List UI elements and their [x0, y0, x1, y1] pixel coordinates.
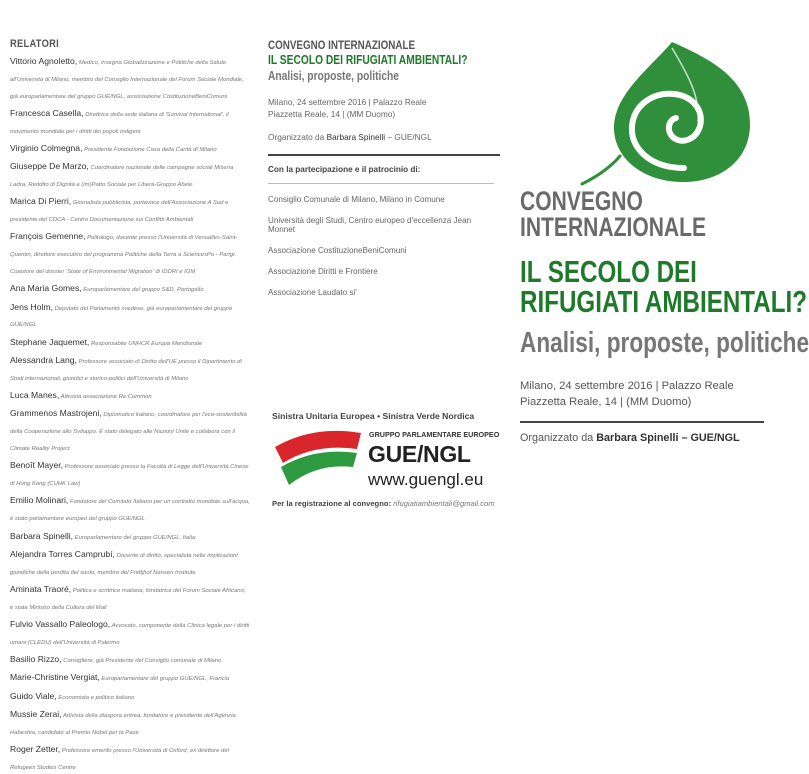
speaker-name: Emilio Molinari, [10, 495, 69, 506]
partners-divider [268, 183, 494, 184]
speaker-entry [10, 104, 250, 138]
speaker-description: Attivista associazione Re:Common [59, 394, 152, 401]
cover-place [520, 378, 734, 410]
speaker-entry [10, 386, 250, 403]
speaker-name: Alejandra Torres Camprubí, [10, 548, 115, 559]
speaker-entry [10, 740, 250, 774]
speaker-description: Politologo, docente presso l'Università di Versailles-Saint-Quentin, direttore esecutivo del programma Politiche della Terra a SciencesPo - Parigi. Coautore del dossier 'State of Environmental Migration' di IDDRI e IOM [10, 235, 238, 276]
speaker-description: Deputato del Parlamento svedese, già europarlamentare del gruppo GUE/NGL [10, 305, 233, 329]
program-place [268, 97, 500, 120]
speaker-entry [10, 705, 250, 739]
speaker-name: Marie-Christine Vergiat, [10, 672, 100, 683]
sinistra-label: Sinistra Unitaria Europea • Sinistra Verde Nordica [272, 411, 475, 421]
speaker-entry [10, 615, 250, 649]
program-organizer [268, 132, 500, 142]
speaker-description: Docente di diritto, specialista nelle implicazioni giuridiche della perdita del suolo, membro del Fridtjhof Nansen Institute [10, 552, 238, 576]
speaker-description: Europarlamentare del gruppo GUE/NGL, Francia [99, 676, 230, 683]
speaker-description: Politica e scrittrice maliana, fondatrice del Forum Sociale Africano, è stata Ministro della Cultura del Mali [10, 587, 246, 611]
speaker-name: Basilio Rizzo, [10, 654, 62, 665]
speaker-description: Diplomatico italiano, coordinatore per l'eco-sostenibilità della Cooperazione allo Sviluppo. È stato delegato alle Nazioni Unite e collabora con il Climate Reality Project [10, 412, 247, 453]
speaker-description: Fondatore del Comitato Italiano per un contratto mondiale sull'acqua, è stato parlamentare europeo del gruppo GUE/NGL [10, 499, 250, 523]
speaker-entry [10, 298, 250, 332]
speaker-name: Stephane Jaquemet, [10, 336, 90, 347]
partners-heading: Con la partecipazione e il patrocinio di: [268, 165, 421, 175]
speaker-entry [10, 52, 250, 102]
speaker-description: Presidente Fondazione Casa della Carità di Milano [82, 146, 217, 153]
speaker-name: Alessandra Lang, [10, 355, 77, 366]
program-panel [268, 38, 500, 297]
program-organizer-name: Barbara Spinelli [326, 132, 386, 143]
speaker-name: Jens Holm, [10, 301, 53, 312]
speaker-description: Professore associato presso la Facoltà di Legge dell'Università Cinese di Hong Kong (CUHK Law) [10, 464, 249, 488]
speaker-name: Luca Manes, [10, 390, 60, 401]
speaker-name: Barbara Spinelli, [10, 530, 74, 541]
speaker-name: Francesca Casella, [10, 107, 84, 118]
leaf-spiral-icon [580, 38, 758, 186]
partner-item: Associazione Laudato si' [268, 288, 357, 298]
speaker-name: Virginio Colmegna, [10, 142, 83, 153]
registration-line [272, 499, 495, 508]
partner-item: Associazione CostituzioneBeniComuni [268, 246, 407, 256]
partner-item: Consiglio Comunale di Milano, Milano in Comune [268, 195, 445, 205]
speaker-description: Coordinatore nazionale delle campagne sociali Miseria Ladra, Reddito di Dignità e (im)Patto Sociale per Libera-Gruppo Abele [10, 165, 234, 189]
speaker-entry [10, 227, 250, 277]
speaker-description: Responsabile UNHCR Europa Meridionale [89, 340, 203, 347]
cover-place-line2: Piazzetta Reale, 14 | (MM Duomo) [520, 396, 692, 409]
speaker-name: Giuseppe De Marzo, [10, 161, 89, 172]
partner-item: Associazione Diritti e Frontiere [268, 267, 378, 277]
speaker-entry [10, 279, 250, 296]
speaker-entry [10, 527, 250, 544]
speaker-description: Attivista della diaspora eritrea, fondatore e presidente dell'Agenzia Habeshia, candidato al Premio Nobel per la Pace [10, 712, 236, 736]
program-divider [268, 154, 500, 156]
speaker-name: Fulvio Vassallo Paleologo, [10, 619, 111, 629]
speakers-heading: RELATORI [10, 38, 59, 50]
speaker-name: Marica Di Pierri, [10, 196, 72, 207]
speaker-name: Guido Viale, [10, 690, 57, 701]
speaker-description: Giornalista pubblicista, portavoce dell'Associazione A Sud e presidente del CDCA - Centro Documentazione sui Conflitti Ambientali [10, 200, 229, 224]
program-place-line2: Piazzetta Reale, 14 | (MM Duomo) [268, 108, 396, 119]
speaker-name: Vittorio Agnoletto, [10, 56, 78, 66]
speaker-entry [10, 580, 250, 614]
speaker-name: Roger Zetter, [10, 744, 61, 755]
speaker-entry [10, 687, 250, 704]
speaker-entry [10, 491, 250, 525]
speaker-entry [10, 404, 250, 454]
speaker-name: Grammenos Mastrojeni, [10, 408, 102, 419]
registration-label: Per la registrazione al convegno: [272, 499, 392, 508]
speaker-description: Professore emerito presso l'Università di Oxford, ex direttore del Refugees Studies Centre [10, 748, 229, 771]
registration-email[interactable]: rifugiatiambientali@gmail.com [393, 499, 495, 508]
leaf-stem [582, 156, 620, 184]
cover-organizer-name: Barbara Spinelli – GUE/NGL [596, 432, 740, 444]
speaker-description: Europarlamentare del gruppo S&D, Portogallo [81, 287, 204, 294]
speaker-entry [10, 650, 250, 667]
speaker-entry [10, 139, 250, 156]
speaker-entry [10, 157, 250, 191]
speaker-name: Benoît Mayer, [10, 460, 64, 471]
speaker-description: Europarlamentare del gruppo GUE/NGL, Italia [73, 534, 196, 541]
speaker-description: Economista e politico italiano [56, 694, 135, 701]
partner-list [268, 195, 500, 297]
speaker-entry [10, 333, 250, 350]
speaker-description: Direttrice della sede italiana di 'Survival International', il movimento mondiale per i diritti dei popoli indigeni [10, 111, 229, 135]
cover-subtitle: Analisi, proposte, politiche [520, 327, 809, 359]
program-place-line1: Milano, 24 settembre 2016 | Palazzo Reale [268, 97, 427, 107]
program-organizer-suffix: – GUE/NGL [385, 132, 432, 143]
speaker-name: François Gemenne, [10, 231, 86, 242]
speaker-description: Professore associato di Diritto dell'UE presso il Dipartimento di Studi internazionali, giuridici e storico-politici dell'Università di Milano [10, 359, 242, 382]
gue-ngl-logo-icon [273, 427, 363, 489]
speaker-name: Aminata Traoré, [10, 583, 72, 594]
program-convegno-label: CONVEGNO INTERNAZIONALE [268, 38, 416, 52]
speaker-name: Mussie Zerai, [10, 708, 62, 719]
speaker-entry [10, 545, 250, 579]
speaker-entry [10, 351, 250, 385]
cover-title-line1: IL SECOLO DEI [520, 254, 697, 289]
speaker-description: Medico, insegna Globalizzazione e Politiche della Salute all'Università di Milano, membro del Consiglio Internazionale del Forum Sociale Mondiale, già europarlamentare del gruppo GUE/NGL, associazione CostituzioneBeniComuni [10, 60, 244, 100]
speaker-description: Consigliere, già Presidente del Consiglio comunale di Milano [61, 658, 222, 665]
cover-convegno-line1: CONVEGNO [520, 186, 643, 216]
cover-place-line1: Milano, 24 settembre 2016 | Palazzo Reale [520, 380, 734, 392]
gue-name: GUE/NGL [368, 441, 471, 467]
gue-website-link[interactable]: www.guengl.eu [368, 470, 484, 489]
partner-item: Università degli Studi, Centro europeo d'eccellenza Jean Monnet [268, 216, 472, 235]
gue-group-label: GRUPPO PARLAMENTARE EUROPEO [369, 430, 500, 439]
speaker-description: Avvocato, componente della Clinica legale per i diritti umani (CLEDU) dell'Università di Palermo [10, 623, 250, 646]
speaker-entry [10, 456, 250, 490]
program-organizer-prefix: Organizzato da [268, 132, 327, 143]
cover-convegno-line2: INTERNAZIONALE [520, 212, 707, 242]
cover-divider [520, 421, 764, 423]
speaker-entry [10, 192, 250, 226]
speaker-entry [10, 668, 250, 685]
cover-title-line2: RIFUGIATI AMBIENTALI? [520, 284, 807, 319]
speaker-name: Ana Maria Gomes, [10, 283, 82, 294]
speakers-panel [10, 38, 250, 774]
program-subtitle: Analisi, proposte, politiche [268, 69, 399, 83]
cover-organizer-prefix: Organizzato da [520, 432, 597, 444]
cover-organizer [520, 432, 740, 444]
speaker-list [10, 52, 250, 774]
program-title: IL SECOLO DEI RIFUGIATI AMBIENTALI? [268, 53, 468, 67]
